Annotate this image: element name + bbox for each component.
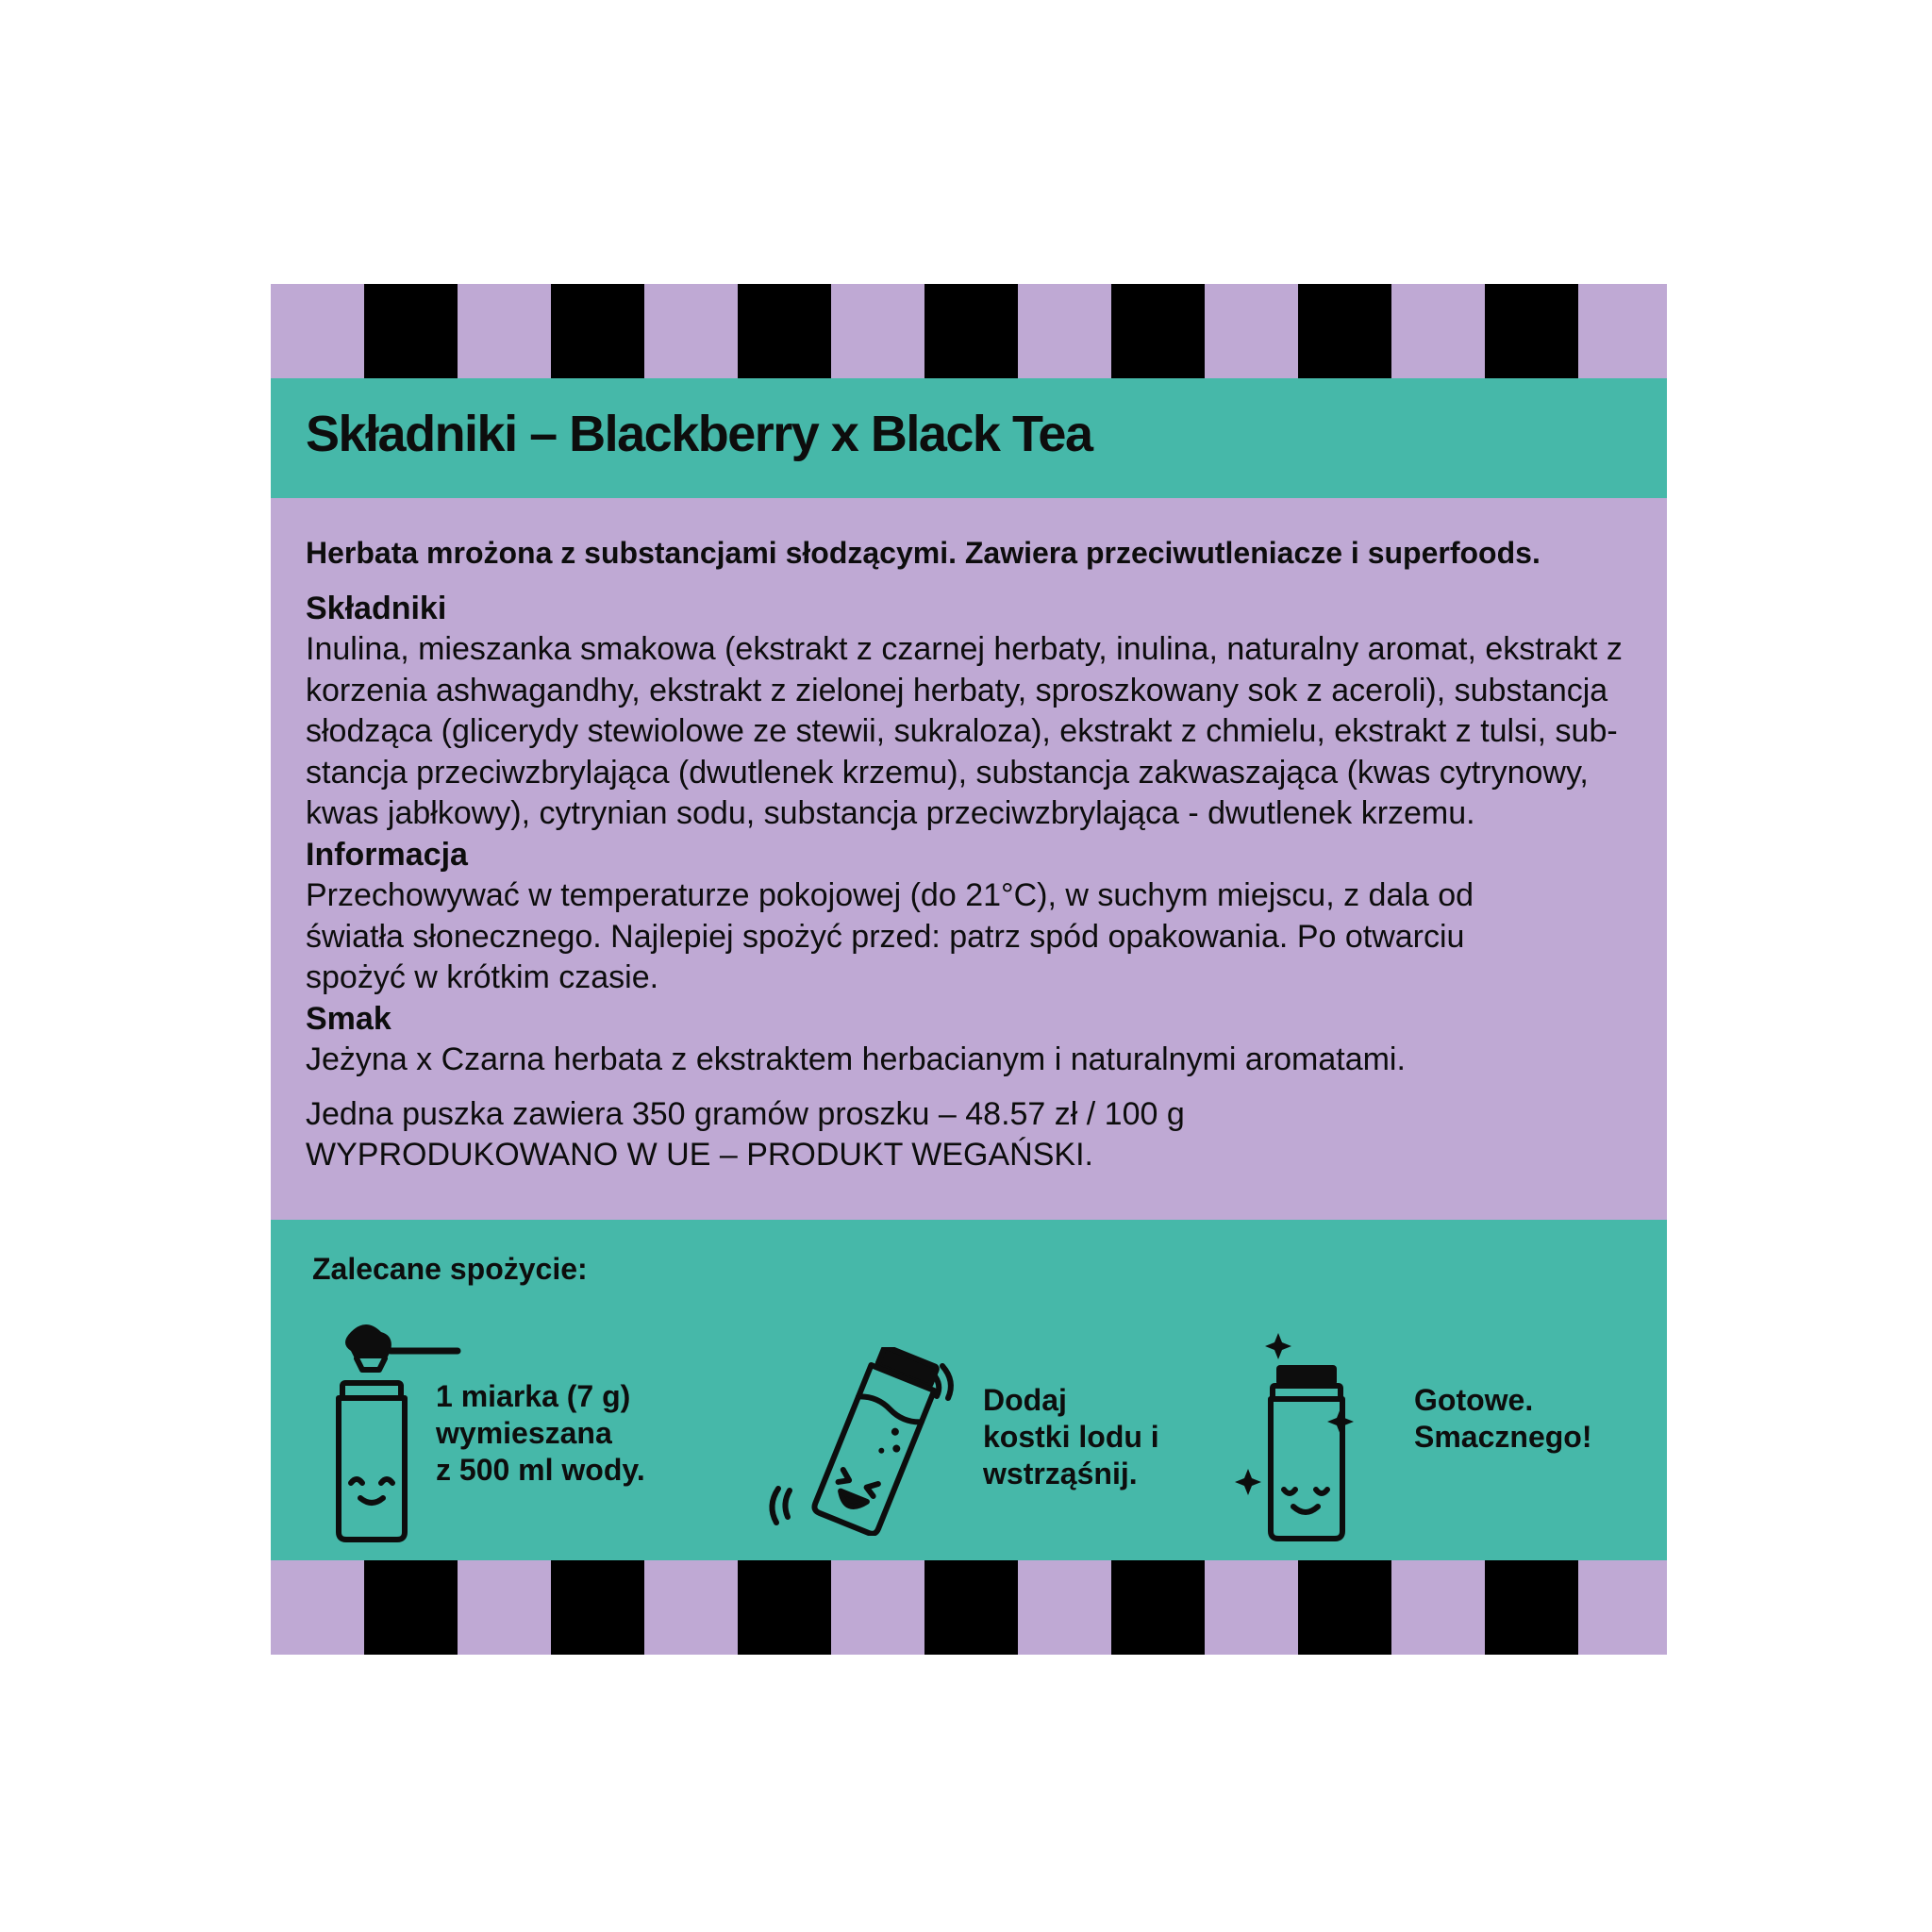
- stripe-block: [1111, 284, 1205, 378]
- ingredients-heading: Składniki: [306, 590, 447, 626]
- stripe-block: [1111, 1560, 1205, 1655]
- usage-step-line: kostki lodu i: [983, 1420, 1159, 1454]
- usage-step-2: [983, 1382, 1159, 1492]
- package-info: Jedna puszka zawiera 350 gramów proszku – 48.57 zł / 100 g: [306, 1095, 1185, 1132]
- usage-step-3: [1414, 1382, 1591, 1456]
- ingredients-line: korzenia ashwagandhy, ekstrakt z zielonej herbaty, sproszkowany sok z aceroli), substancja: [306, 672, 1608, 708]
- bottom-checker-stripe: [271, 1560, 1667, 1655]
- usage-step-line: Gotowe.: [1414, 1383, 1534, 1417]
- stripe-block: [924, 1560, 1018, 1655]
- stripe-block: [1298, 284, 1391, 378]
- usage-step-line: wymieszana: [436, 1416, 612, 1450]
- usage-band: [271, 1220, 1667, 1560]
- ingredients-line: słodząca (glicerydy stewiolowe ze stewii, sukraloza), ekstrakt z chmielu, ekstrakt z tulsi, sub-: [306, 713, 1618, 749]
- info-heading: Informacja: [306, 836, 468, 873]
- ingredients-line: Inulina, mieszanka smakowa (ekstrakt z czarnej herbaty, inulina, naturalny aromat, ekstrakt z: [306, 631, 1623, 667]
- stripe-block: [364, 1560, 458, 1655]
- usage-step-line: Smacznego!: [1414, 1420, 1592, 1454]
- usage-step-line: z 500 ml wody.: [436, 1453, 645, 1487]
- info-band: [271, 498, 1667, 1220]
- usage-step-1: [436, 1378, 645, 1489]
- vegan-note: WYPRODUKOWANO W UE – PRODUKT WEGAŃSKI.: [306, 1137, 1093, 1173]
- ingredients-line: stancja przeciwzbrylająca (dwutlenek krzemu), substancja zakwaszająca (kwas cytrynowy,: [306, 754, 1589, 791]
- stripe-block: [364, 284, 458, 378]
- stripe-block: [551, 1560, 644, 1655]
- info-line: Przechowywać w temperaturze pokojowej (do 21°C), w suchym miejscu, z dala od: [306, 877, 1474, 913]
- stripe-block: [738, 1560, 831, 1655]
- top-checker-stripe: [271, 284, 1667, 378]
- usage-step-line: Dodaj: [983, 1383, 1067, 1417]
- info-line: światła słonecznego. Najlepiej spożyć przed: patrz spód opakowania. Po otwarciu: [306, 918, 1465, 955]
- stripe-block: [1485, 1560, 1578, 1655]
- usage-title: Zalecane spożycie:: [312, 1252, 588, 1286]
- stripe-block: [1485, 284, 1578, 378]
- stripe-block: [1298, 1560, 1391, 1655]
- taste-heading: Smak: [306, 1000, 391, 1037]
- stripe-block: [551, 284, 644, 378]
- taste-line: Jeżyna x Czarna herbata z ekstraktem herbacianym i naturalnymi aromatami.: [306, 1041, 1406, 1077]
- ingredients-card: [271, 284, 1667, 1655]
- sparkling-bottle-icon: [1235, 1333, 1362, 1545]
- ingredients-line: kwas jabłkowy), cytrynian sodu, substancja przeciwzbrylająca - dwutlenek krzemu.: [306, 795, 1475, 831]
- title-band: [271, 378, 1667, 498]
- usage-step-line: wstrząśnij.: [983, 1457, 1138, 1491]
- info-line: spożyć w krótkim czasie.: [306, 959, 659, 995]
- product-description: Herbata mrożona z substancjami słodzącymi. Zawiera przeciwutleniacze i superfoods.: [306, 536, 1541, 570]
- usage-step-line: 1 miarka (7 g): [436, 1379, 631, 1413]
- ingredients-text: [306, 533, 1645, 1176]
- stripe-block: [924, 284, 1018, 378]
- stripe-block: [738, 284, 831, 378]
- page-title: Składniki – Blackberry x Black Tea: [306, 406, 1092, 462]
- shaking-bottle-icon: [763, 1347, 971, 1536]
